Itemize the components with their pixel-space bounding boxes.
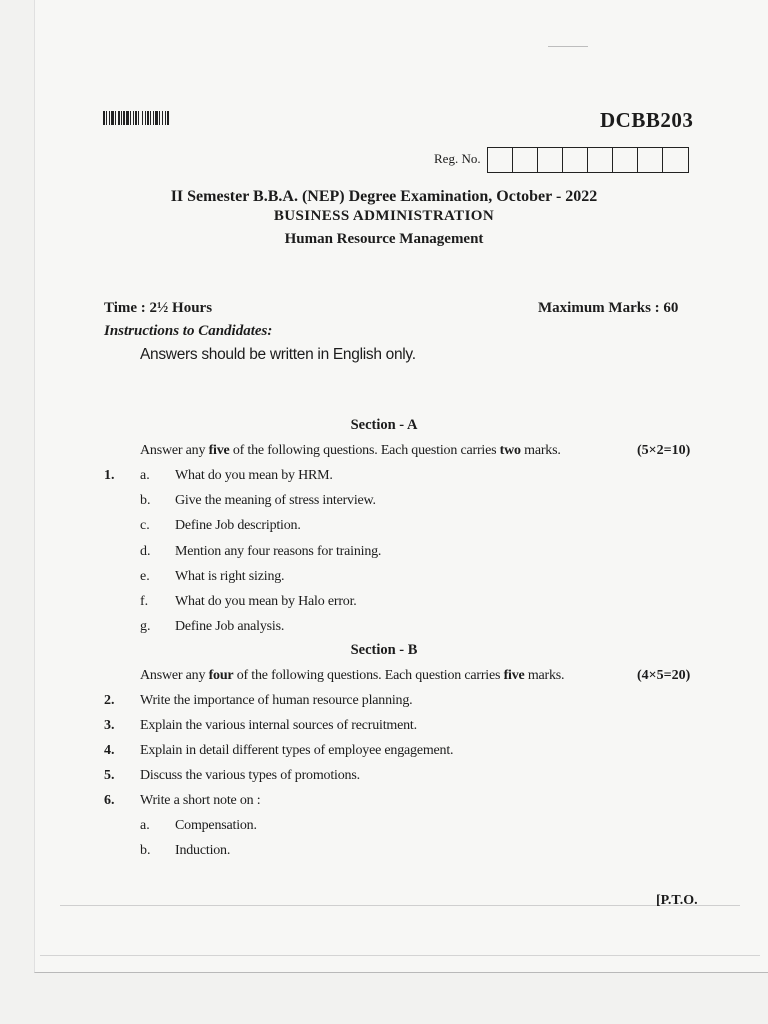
scan-line [40, 955, 760, 956]
section-a-marks: (5×2=10) [637, 443, 691, 458]
question-1-text: Define Job description. [175, 518, 301, 533]
scan-mark [548, 46, 588, 47]
question-1-text: What do you mean by Halo error. [175, 594, 357, 609]
reg-no-digit-box[interactable] [538, 148, 563, 172]
question-text: Discuss the various types of promotions. [140, 768, 360, 783]
question-1-text: Mention any four reasons for training. [175, 544, 382, 559]
instructions-heading: Instructions to Candidates: [104, 323, 273, 339]
question-1-label: b. [140, 493, 151, 508]
max-marks: Maximum Marks : 60 [538, 300, 679, 316]
subject-title: BUSINESS ADMINISTRATION [273, 208, 495, 224]
reg-no-digit-box[interactable] [563, 148, 588, 172]
question-1-text: Give the meaning of stress interview. [175, 493, 376, 508]
reg-no-digit-box[interactable] [513, 148, 538, 172]
reg-no-label: Reg. No. [434, 151, 481, 166]
question-text: Explain in detail different types of employee engagement. [140, 743, 454, 758]
question-1-label: c. [140, 518, 150, 533]
instructions-text: Answers should be written in English only. [140, 346, 416, 363]
question-number: 1. [104, 468, 115, 483]
reg-no-digit-box[interactable] [588, 148, 613, 172]
question-6-text: Induction. [175, 843, 231, 858]
question-number: 4. [104, 743, 115, 758]
question-text: Write a short note on : [140, 793, 261, 808]
question-number: 3. [104, 718, 115, 733]
exam-title: II Semester B.B.A. (NEP) Degree Examination, October - 2022 [170, 188, 598, 205]
reg-no-digit-box[interactable] [488, 148, 513, 172]
question-1-label: d. [140, 544, 151, 559]
scan-line [60, 905, 740, 906]
question-number: 2. [104, 693, 115, 708]
question-number: 6. [104, 793, 115, 808]
section-b-instruction: Answer any four of the following questions. Each question carries five marks. [140, 668, 565, 683]
section-a-title: Section - A [350, 417, 418, 433]
question-6-text: Compensation. [175, 818, 257, 833]
question-1-text: What is right sizing. [175, 569, 285, 584]
question-1-text: What do you mean by HRM. [175, 468, 333, 483]
paper-code: DCBB203 [600, 108, 694, 132]
reg-no-digit-box[interactable] [613, 148, 638, 172]
question-number: 5. [104, 768, 115, 783]
question-6-label: b. [140, 843, 151, 858]
question-1-label: a. [140, 468, 150, 483]
question-1-label: f. [140, 594, 149, 609]
barcode [103, 111, 203, 125]
reg-no-digit-box[interactable] [663, 148, 688, 172]
question-1-label: e. [140, 569, 150, 584]
question-text: Write the importance of human resource planning. [140, 693, 413, 708]
question-1-text: Define Job analysis. [175, 619, 285, 634]
section-a-instruction: Answer any five of the following questions. Each question carries two marks. [140, 443, 561, 458]
question-6-label: a. [140, 818, 150, 833]
reg-no-digit-box[interactable] [638, 148, 663, 172]
section-b-marks: (4×5=20) [637, 668, 691, 683]
question-text: Explain the various internal sources of recruitment. [140, 718, 417, 733]
section-b-title: Section - B [350, 642, 418, 658]
pto-label: [P.T.O. [656, 893, 698, 908]
exam-time: Time : 2½ Hours [104, 300, 213, 316]
reg-no-boxes[interactable] [487, 147, 689, 173]
paper-title: Human Resource Management [284, 231, 484, 247]
question-1-label: g. [140, 619, 151, 634]
